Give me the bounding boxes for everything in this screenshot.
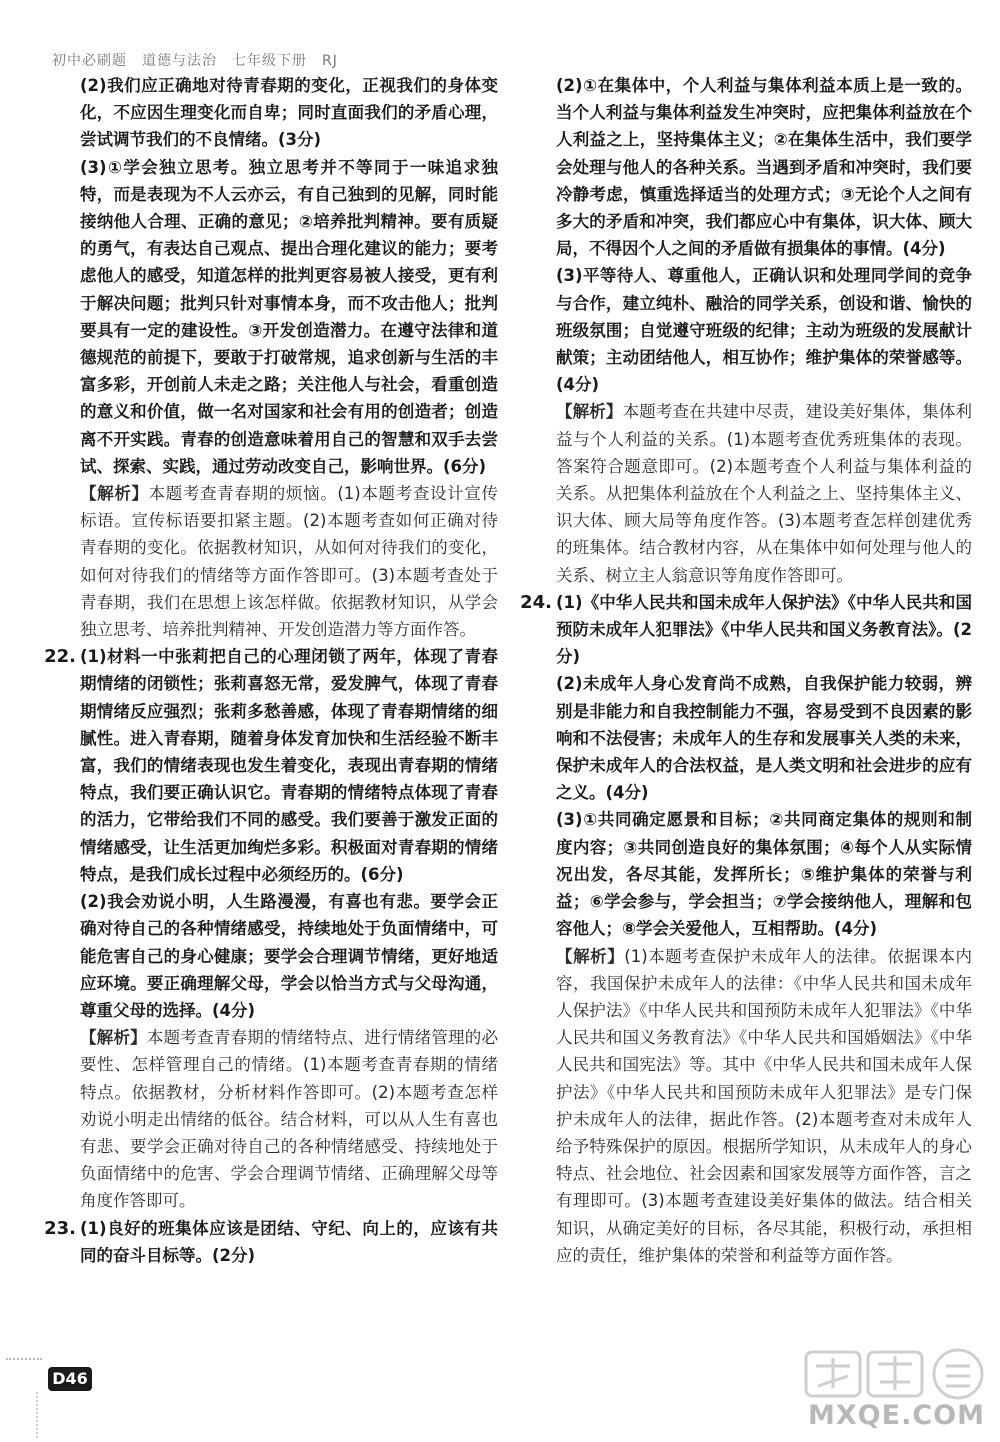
page-header: 初中必刷题 道德与法治 七年级下册 RJ (52, 53, 338, 69)
analysis-tag: 【解析】 (556, 402, 623, 422)
question-number: 24. (520, 591, 552, 613)
analysis-tag: 【解析】 (556, 946, 625, 966)
page-number: D46 (48, 1367, 92, 1391)
q22-part1-answer: (1)材料一中张莉把自己的心理闭锁了两年，体现了青春期情绪的闭锁性；张莉喜怒无常，爱发脾气，体现了青春期情绪反应强烈；张莉多愁善感，体现了青春期情绪的细腻性。进入青春期，随着身体发育加快和生活经验不断丰富，我们的情绪表现也发生着变化，表现出青春期的情绪特点，我们要正确认识它。青春期的情绪特点体现了青春的活力，它带给我们不同的感受。我们要善于激发正面的情绪感受，让生活更加绚烂多彩。积极面对青春期的情绪特点，是我们成长过程中必须经历的。(6分) (80, 647, 498, 884)
q24-analysis-text: (1)本题考查保护未成年人的法律。依据课本内容，我国保护未成年人的法律：《中华人民共和国未成年人保护法》《中华人民共和国预防未成年人犯罪法》《中华人民共和国义务教育法》《中华人民共和国婚姻法》《中华人民共和国宪法》等。其中《中华人民共和国未成年人保护法》《中华人民共和国预防未成年人犯罪法》是专门保护未成年人的法律，据此作答。(2)本题考查对未成年人给予特殊保护的原因。根据所学知识，从未成年人的身心特点、社会地位、社会因素和国家发展等方面作答，言之有理即可。(3)本题考查建设美好集体的做法。结合相关知识，从确定美好的目标，各尽其能，积极行动，承担相应的责任，维护集体的荣誉和利益等方面作答。 (556, 946, 973, 1265)
q23-part3-answer: (3)平等待人、尊重他人，正确认识和处理同学间的竞争与合作，建立纯朴、融洽的同学关系，创设和谐、愉快的班级氛围；自觉遵守班级的纪律；主动为班级的发展献计献策；主动团结他人，相互协作；维护集体的荣誉感等。(4分) (556, 266, 972, 395)
question-24 (520, 589, 972, 671)
q21-analysis (80, 480, 498, 643)
q23-analysis (556, 398, 972, 588)
right-column (520, 72, 973, 1269)
question-number: 22. (44, 646, 76, 668)
q22-part2-answer: (2)我会劝说小明，人生路漫漫，有喜也有悲。要学会正确对待自己的各种情绪感受，持续地处于负面情绪中，可能危害自己的身心健康；要学会合理调节情绪，更好地适应环境。要正确理解父母，学会以恰当方式与父母沟通，尊重父母的选择。(4分) (80, 892, 498, 1020)
q23-analysis-text: 本题考查在共建中尽责，建设美好集体，集体利益与个人利益的关系。(1)本题考查优秀班集体的表现。答案符合题意即可。(2)本题考查个人利益与集体利益的关系。从把集体利益放在个人利益之上、坚持集体主义、识大体、顾大局等角度作答。(3)本题考查怎样创建优秀的班集体。结合教材内容，从在集体中如何处理与他人的关系、树立主人翁意识等角度作答即可。 (556, 402, 973, 585)
q24-part2-answer: (2)未成年人身心发育尚不成熟，自我保护能力较弱，辨别是非能力和自我控制能力不强，容易受到不良因素的影响和不法侵害；未成年人的生存和发展事关人类的未来，保护未成年人的合法权益，是人类文明和社会进步的应有之义。(4分) (556, 674, 972, 803)
q22-analysis (80, 1024, 498, 1214)
q23-part2-answer: (2)①在集体中，个人利益与集体利益本质上是一致的。当个人利益与集体利益发生冲突时，应把集体利益放在个人利益之上，坚持集体主义；②在集体生活中，我们要学会处理与他人的各种关系。当遇到矛盾和冲突时，我们要冷静考虑，慎重选择适当的处理方式；③无论个人之间有多大的矛盾和冲突，我们都应心中有集体，识大体、顾大局，不得因个人之间的矛盾做有损集体的事情。(4分) (556, 76, 972, 259)
margin-dots (6, 1358, 42, 1360)
q22-analysis-text: 本题考查青春期的情绪特点、进行情绪管理的必要性、怎样管理自己的情绪。(1)本题考查青春期的情绪特点。依据教材，分析材料作答即可。(2)本题考查怎样劝说小明走出情绪的低谷。结合材料，可以从人生有喜也有悲、要学会正确对待自己的各种情绪感受、持续地处于负面情绪中的危害、学会合理调节情绪、正确理解父母等角度作答即可。 (80, 1028, 499, 1211)
margin-dots-vertical (36, 1392, 38, 1438)
analysis-tag: 【解析】 (80, 1028, 147, 1048)
q24-part1-answer: (1)《中华人民共和国未成年人保护法》《中华人民共和国预防未成年人犯罪法》《中华人民共和国义务教育法》。(2分) (556, 592, 972, 667)
question-22 (44, 643, 498, 888)
q24-part3-answer: (3)①共同确定愿景和目标；②共同商定集体的规则和制度内容；③共同创造良好的集体氛围；④每个人从实际情况出发，各尽其能，发挥所长；⑤维护集体的荣誉与利益；⑥学会参与，学会担当；⑦学会接纳他人，理解和包容他人；⑧学会关爱他人，互相帮助。(4分) (556, 810, 972, 939)
analysis-tag: 【解析】 (80, 484, 149, 504)
watermark-url: MXQE.COM (808, 1400, 985, 1431)
question-number: 23. (44, 1217, 76, 1239)
q21-part2-answer: (2)我们应正确地对待青春期的变化，正视我们的身体变化，不应因生理变化而自卑；同时直面我们的矛盾心理，尝试调节我们的不良情绪。(3分) (80, 76, 498, 150)
left-column (44, 72, 499, 1269)
q23-part1-answer: (1)良好的班集体应该是团结、守纪、向上的，应该有共同的奋斗目标等。(2分) (80, 1218, 498, 1265)
q21-analysis-text: 本题考查青春期的烦恼。(1)本题考查设计宣传标语。宣传标语要扣紧主题。(2)本题考查如何正确对待青春期的变化。依据教材知识，从如何对待我们的变化，如何对待我们的情绪等方面作答即可。(3)本题考查处于青春期，我们在思想上该怎样做。依据教材知识，从学会独立思考、培养批判精神、开发创造潜力等方面作答。 (80, 484, 499, 640)
question-23 (44, 1215, 498, 1269)
q24-analysis (556, 943, 972, 1269)
q21-part3-answer: (3)①学会独立思考。独立思考并不等同于一味追求独特，而是表现为不人云亦云，有自己独到的见解，同时能接纳他人合理、正确的意见；②培养批判精神。要有质疑的勇气，有表达自己观点、提出合理化建议的能力；要考虑他人的感受，知道怎样的批判更容易被人接受，更有利于解决问题；批判只针对事情本身，而不攻击他人；批判要具有一定的建设性。③开发创造潜力。在遵守法律和道德规范的前提下，要敢于打破常规，追求创新与生活的丰富多彩，开创前人未走之路；关注他人与社会，看重创造的意义和价值，做一名对国家和社会有用的创造者；创造离不开实践。青春的创造意味着用自己的智慧和双手去尝试、探索、实践，通过劳动改变自己，影响世界。(6分) (80, 157, 498, 476)
